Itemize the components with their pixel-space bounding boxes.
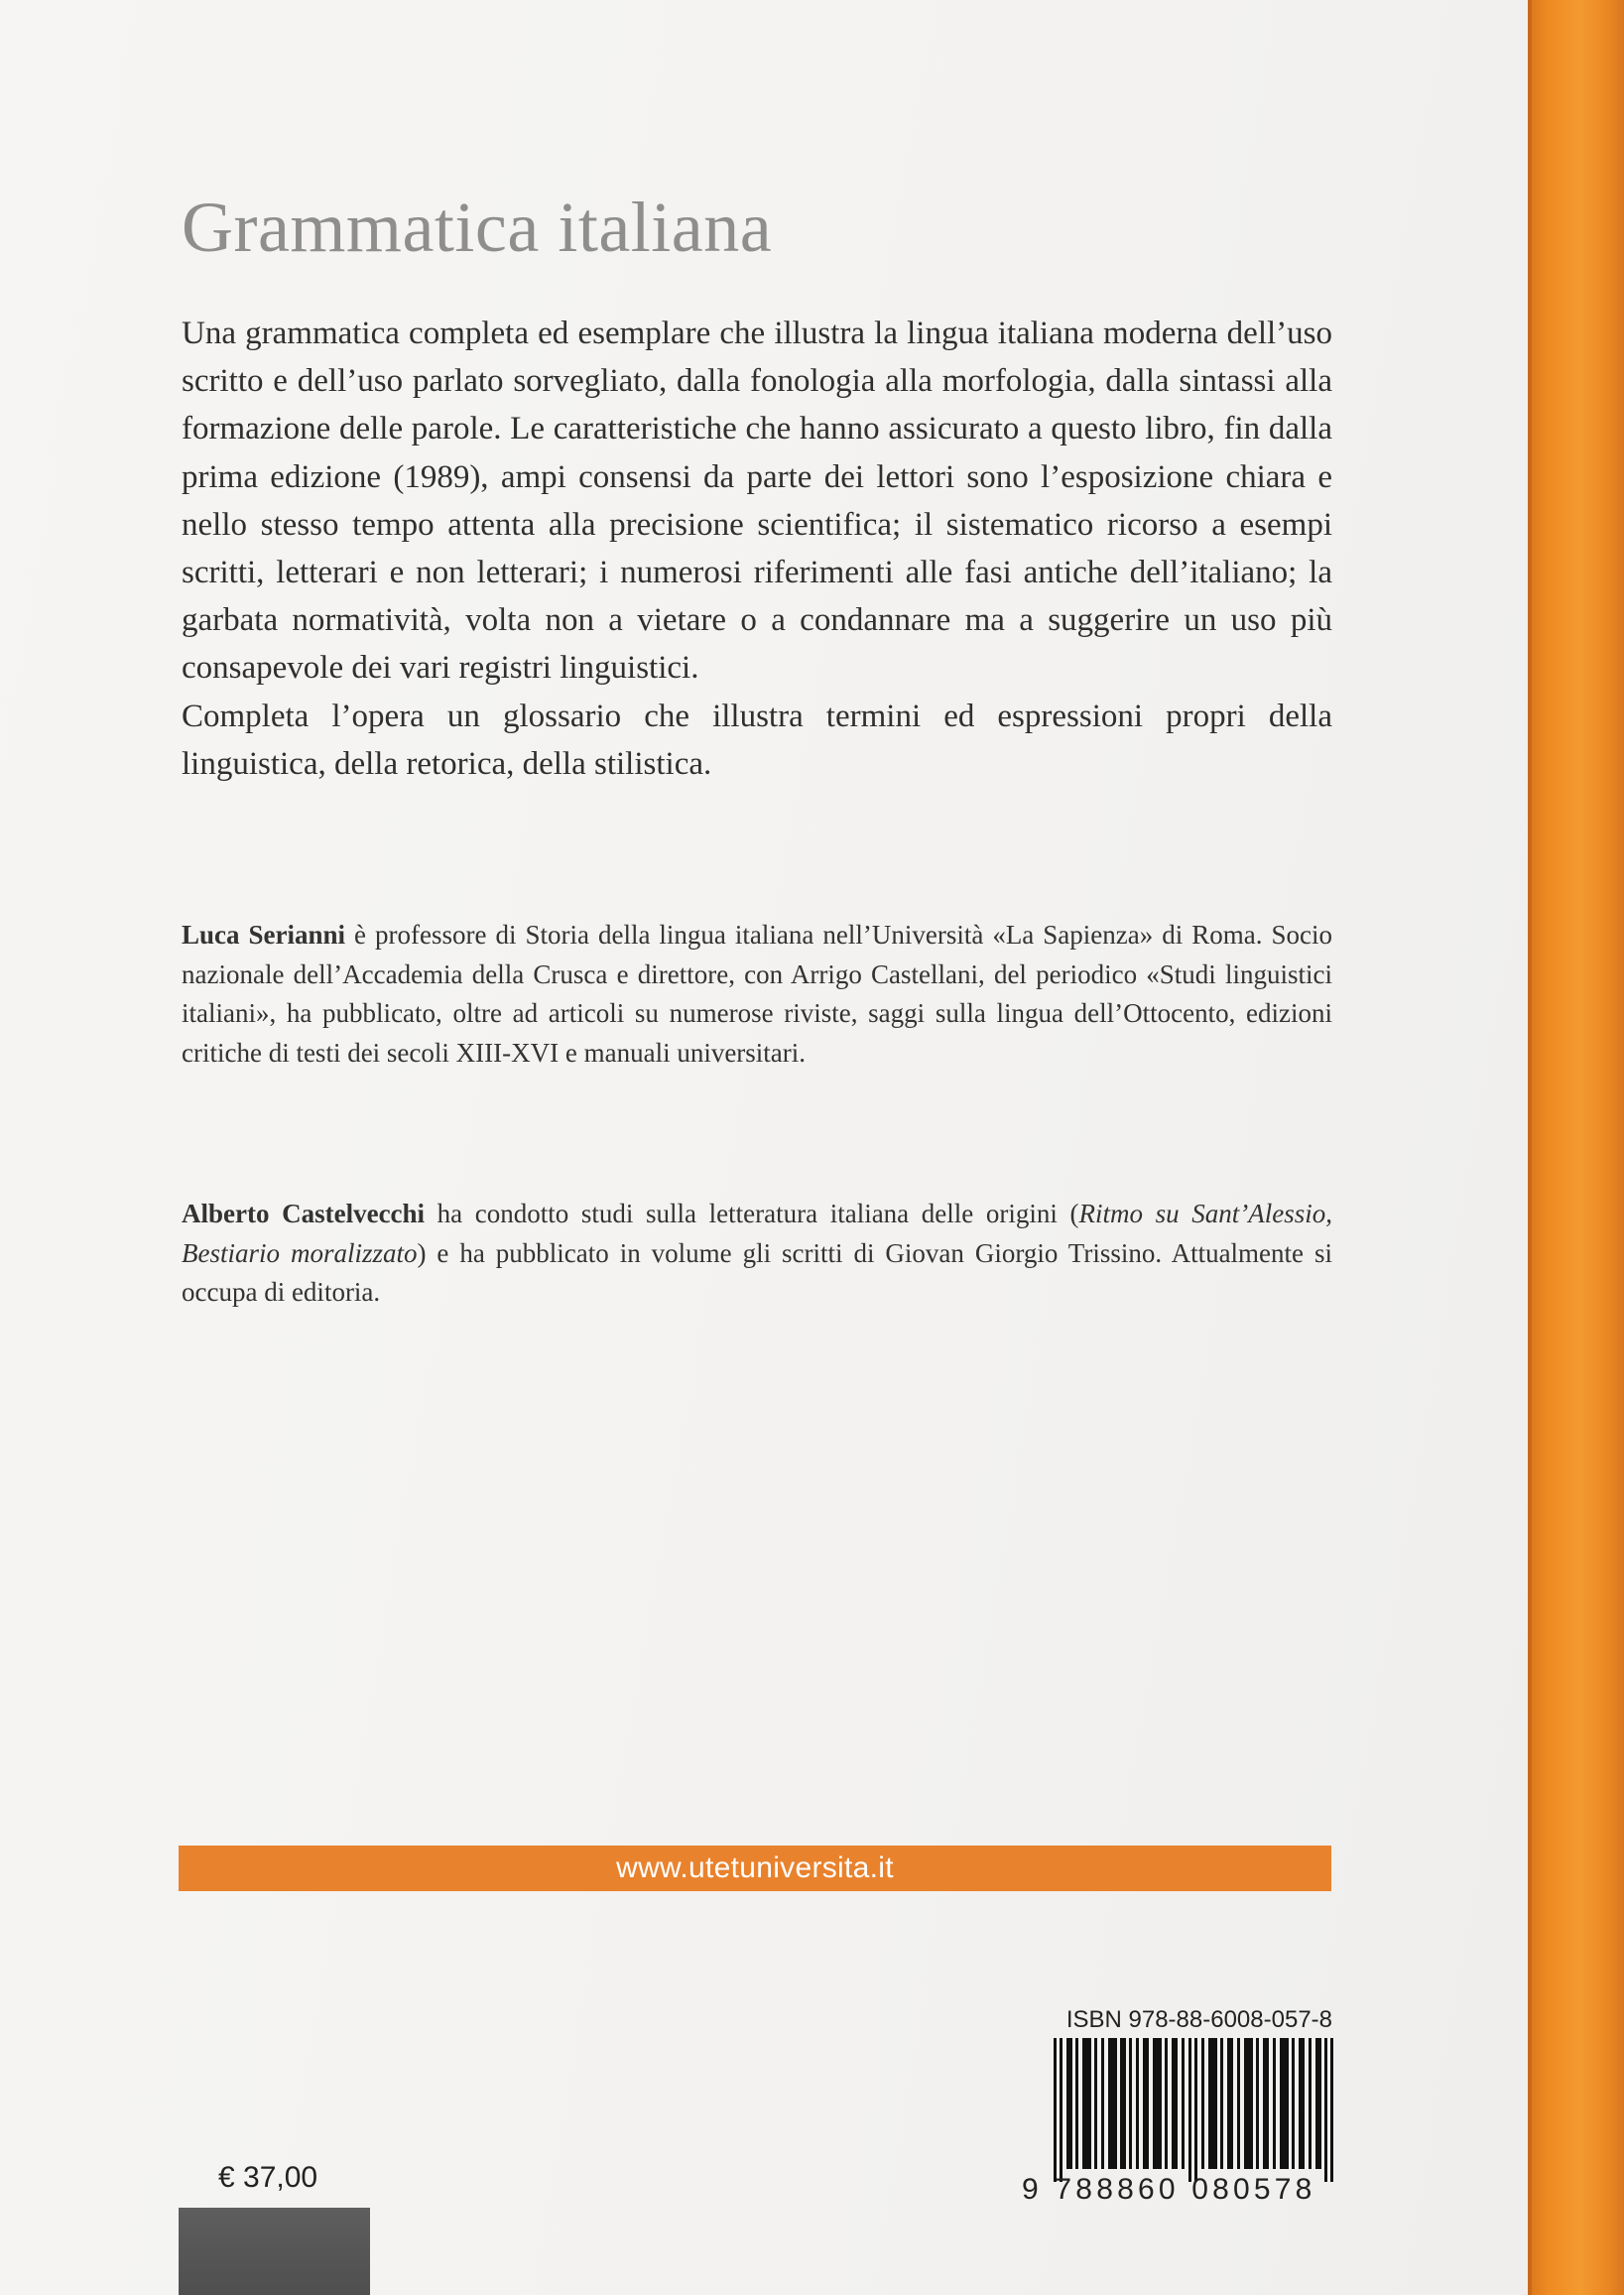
author-bio-castelvecchi <box>182 1195 1332 1313</box>
author-name-serianni: Luca Serianni <box>182 920 346 950</box>
barcode-icon <box>1054 2038 1333 2182</box>
description-paragraph-2: Completa l’opera un glossario che illustra termini ed espressioni propri della linguistica, della retorica, della stilistica. <box>182 698 1332 782</box>
description-paragraph-1: Una grammatica completa ed esemplare che illustra la lingua italiana moderna dell’uso scritto e dell’uso parlato sorvegliato, dalla fonologia alla morfologia, dalla sintassi alla formazione delle parole. Le caratteristiche che hanno assicurato a questo libro, fin dalla prima edizione (1989), ampi consensi da parte dei lettori sono l’esposizione chiara e nello stesso tempo attenta alla precisione scientifica; il sistematico ricorso a esempi scritti, letterari e non letterari; i numerosi riferimenti alle fasi antiche dell’italiano; la garbata normatività, volta non a vietare o a condannare ma a suggerire un uso più consapevole dei vari registri linguistici. <box>182 316 1332 687</box>
website-banner <box>179 1846 1331 1891</box>
author-bio-castelvecchi-works: Ritmo su Sant’Alessio, Bestiario moralizzato <box>182 1199 1332 1268</box>
gray-color-block <box>179 2208 370 2295</box>
author-bio-serianni-text: è professore di Storia della lingua italiana nell’Università «La Sapienza» di Roma. Socio nazionale dell’Accademia della Crusca e direttore, con Arrigo Castellani, del periodico «Studi linguistici italiani», ha pubblicato, oltre ad articoli su numerose riviste, saggi sulla lingua dell’Ottocento, edizioni critiche di testi dei secoli XIII-XVI e manuali universitari. <box>182 920 1332 1068</box>
book-description <box>182 310 1332 788</box>
barcode-digits: 9 788860 080578 <box>1022 2173 1316 2206</box>
author-bio-castelvecchi-text-1: ha condotto studi sulla letteratura italiana delle origini ( <box>425 1199 1079 1228</box>
website-url[interactable]: www.utetuniversita.it <box>616 1851 894 1884</box>
book-spine <box>1528 0 1624 2295</box>
book-title: Grammatica italiana <box>182 188 773 267</box>
price-label: € 37,00 <box>218 2161 318 2194</box>
author-bio-serianni <box>182 916 1332 1073</box>
author-bio-castelvecchi-text-2: ) e ha pubblicato in volume gli scritti di Giovan Giorgio Trissino. Attualmente si occupa di editoria. <box>182 1237 1332 1307</box>
isbn-label: ISBN 978-88-6008-057-8 <box>1065 2006 1332 2033</box>
author-name-castelvecchi: Alberto Castelvecchi <box>182 1199 426 1228</box>
spine-edge <box>1528 0 1532 2295</box>
